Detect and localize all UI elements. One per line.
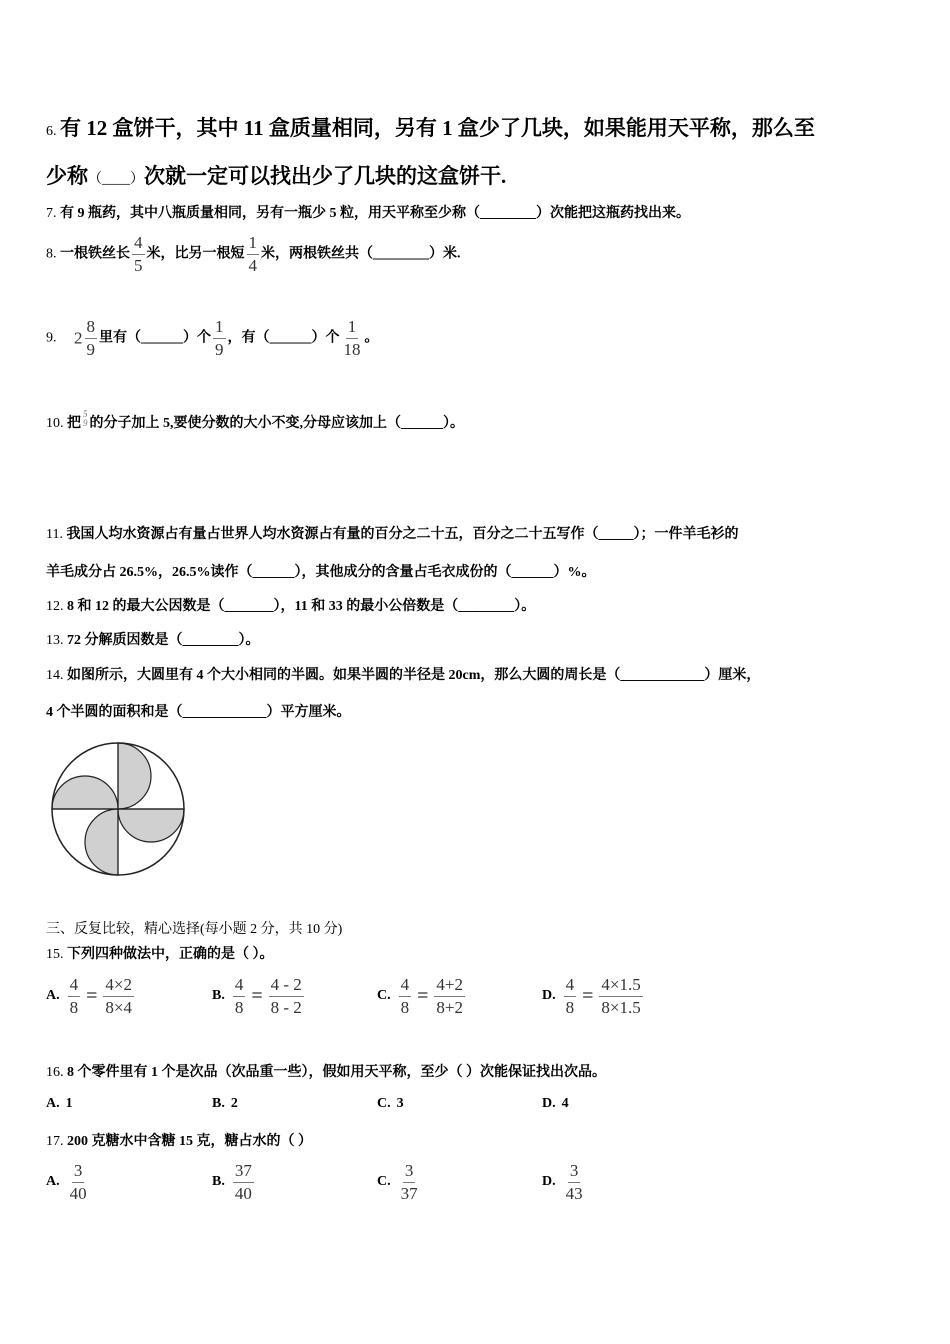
- fraction: $\frac{3}{37}$: [400, 1161, 418, 1203]
- question-text: 一根铁丝长: [60, 246, 130, 262]
- question-number: 7.: [46, 206, 57, 221]
- question-number: 9.: [46, 330, 57, 346]
- question-number: 15.: [46, 947, 64, 962]
- option-a[interactable]: A. $\frac{4}{8}$ = $\frac{4\times 2}{8\times 4}$: [46, 975, 132, 1017]
- question-number: 13.: [46, 633, 64, 648]
- question-number: 17.: [46, 1134, 64, 1149]
- fraction: $\frac{4 - 2}{8 - 2}$: [270, 975, 302, 1017]
- option-a[interactable]: A. 1: [46, 1096, 73, 1111]
- fraction: $\frac{4+2}{8+2}$: [436, 975, 463, 1017]
- option-d[interactable]: D. $\frac{3}{43}$: [542, 1161, 583, 1203]
- option-c[interactable]: C. $\frac{3}{37}$: [377, 1161, 418, 1203]
- question-number: 12.: [46, 599, 64, 614]
- section-title: 三、反复比较，精心选择(每小题 2 分，共 10 分): [46, 922, 343, 937]
- question-number: 14.: [46, 668, 64, 683]
- fraction: $\frac{4\times 1.5}{8\times 1.5}$: [601, 975, 641, 1017]
- fraction: $\frac{3}{43}$: [565, 1161, 583, 1203]
- fraction: $\frac{3}{40}$: [69, 1161, 87, 1203]
- question-13: [46, 629, 260, 649]
- fraction: $\frac{4}{8}$: [400, 975, 410, 1017]
- fraction: $\frac{37}{40}$: [234, 1161, 252, 1203]
- option-a[interactable]: A. $\frac{3}{40}$: [46, 1161, 87, 1203]
- fraction: $\frac{1}{9}$: [215, 317, 224, 359]
- option-c[interactable]: C. $\frac{4}{8}$ = $\frac{4+2}{8+2}$: [377, 975, 463, 1017]
- question-text: 有 9 瓶药，其中八瓶质量相同，另有一瓶少 5 粒，用天平称至少称（________）次能把这瓶药找出来。: [60, 206, 690, 221]
- fraction: $\frac{4\times 2}{8\times 4}$: [105, 975, 132, 1017]
- question-16: [46, 1061, 606, 1081]
- semicircle-figure: [50, 741, 186, 877]
- question-10: [46, 409, 464, 432]
- question-15: [46, 943, 274, 963]
- question-text: 羊毛成分占 26.5%，26.5%读作（______），其他成分的含量占毛衣成份的（______）%。: [46, 565, 596, 580]
- question-text: 米，两根铁丝共（________）米.: [261, 246, 461, 262]
- question-text: 少称: [46, 164, 88, 188]
- question-number: 6.: [46, 124, 57, 139]
- option-b[interactable]: B. $\frac{37}{40}$: [212, 1161, 252, 1203]
- fraction: $\frac{4}{8}$: [565, 975, 575, 1017]
- question-6: [46, 112, 815, 142]
- question-text: 4 个半圆的面积和是（____________）平方厘米。: [46, 705, 351, 720]
- fraction: $\frac{4}{8}$: [234, 975, 244, 1017]
- question-text: 里有（______）个: [99, 330, 211, 346]
- question-11-cont: [46, 561, 596, 581]
- question-text: 有 12 盒饼干，其中 11 盒质量相同，另有 1 盒少了几块，如果能用天平称，那么至: [60, 116, 815, 140]
- question-text: ，有（______）个: [227, 330, 340, 346]
- question-11: [46, 523, 738, 543]
- option-b[interactable]: B. $\frac{4}{8}$ = $\frac{4 - 2}{8 - 2}$: [212, 975, 302, 1017]
- fraction: 5 9: [83, 409, 88, 429]
- question-text: 72 分解质因数是（________）。: [67, 633, 260, 648]
- question-number: 8.: [46, 246, 57, 262]
- fraction: $\frac{4}{8}$: [69, 975, 79, 1017]
- question-14: [46, 664, 760, 684]
- question-9: [46, 318, 379, 359]
- option-d[interactable]: D. 4: [542, 1096, 569, 1111]
- question-number: 16.: [46, 1065, 64, 1080]
- question-number: 11.: [46, 527, 63, 542]
- question-text: 如图所示，大圆里有 4 个大小相同的半圆。如果半圆的半径是 20cm，那么大圆的周长是（____________）厘米，: [67, 668, 761, 683]
- question-text: 8 个零件里有 1 个是次品（次品重一些），假如用天平称，至少（ ）次能保证找出次品。: [67, 1065, 606, 1080]
- question-number: 10.: [46, 416, 64, 431]
- question-17: [46, 1130, 312, 1150]
- fraction: $\frac{1}{18}$: [343, 317, 361, 359]
- fraction: $\frac{1}{4}$: [248, 233, 257, 275]
- question-12: [46, 595, 535, 615]
- question-8: [46, 234, 461, 275]
- question-text: 我国人均水资源占有量占世界人均水资源占有量的百分之二十五，百分之二十五写作（_____）；一件羊毛衫的: [66, 527, 739, 542]
- question-text: 8 和 12 的最大公因数是（_______），11 和 33 的最小公倍数是（________）。: [67, 599, 536, 614]
- question-text: 。: [364, 330, 379, 346]
- question-text: 下列四种做法中，正确的是（ ）。: [67, 947, 274, 962]
- fraction: $\frac{4}{5}$: [134, 233, 143, 275]
- mixed-whole: 2: [74, 328, 83, 348]
- question-6-cont: [46, 160, 506, 190]
- question-text: 200 克糖水中含糖 15 克，糖占水的（ ）: [67, 1134, 312, 1149]
- option-b[interactable]: B. 2: [212, 1096, 238, 1111]
- question-text: 米，比另一根短: [146, 246, 245, 262]
- option-c[interactable]: C. 3: [377, 1096, 404, 1111]
- answer-blank: （____）: [88, 172, 144, 187]
- question-text: 把: [67, 416, 81, 431]
- option-d[interactable]: D. $\frac{4}{8}$ = $\frac{4\times 1.5}{8\times 1.5}$: [542, 975, 641, 1017]
- question-text: 的分子加上 5,要使分数的大小不变,分母应该加上（______）。: [89, 416, 464, 431]
- question-14-cont: [46, 701, 351, 721]
- fraction: $\frac{8}{9}$: [86, 317, 95, 359]
- question-text: 次就一定可以找出少了几块的这盒饼干.: [144, 164, 507, 188]
- question-7: [46, 202, 690, 222]
